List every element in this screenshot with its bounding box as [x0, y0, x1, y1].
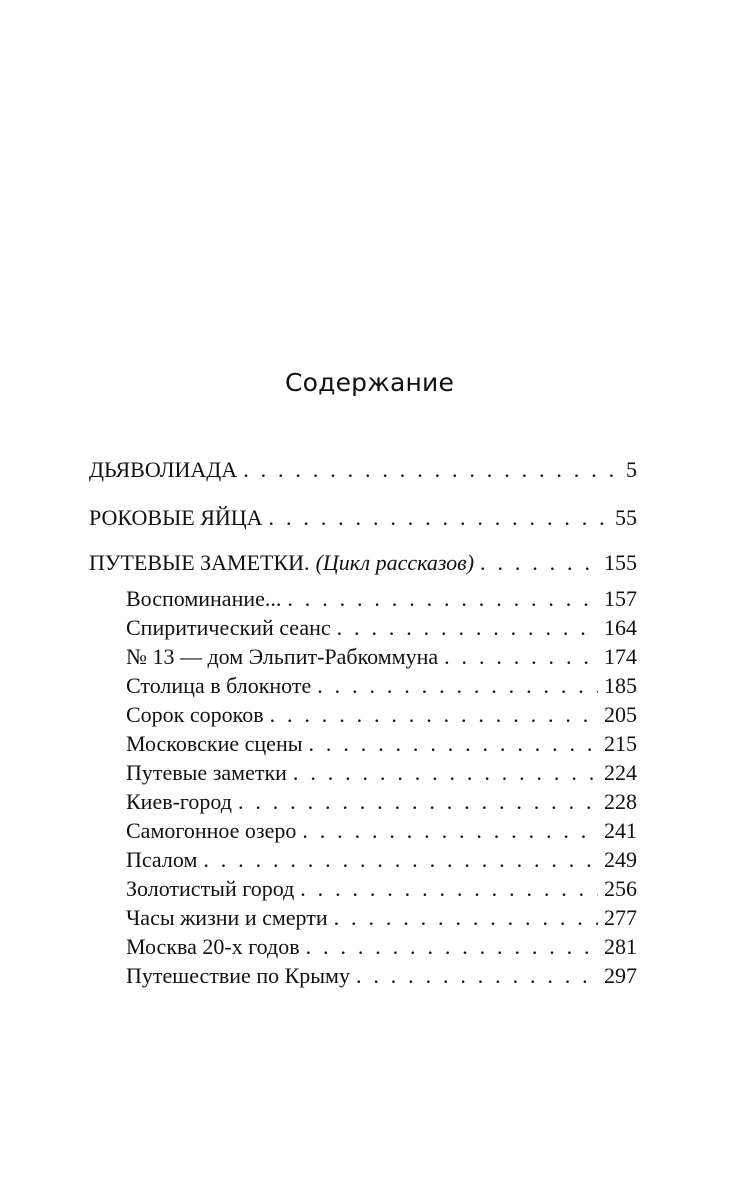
dot-leader [480, 550, 598, 576]
toc-subentry[interactable] [126, 963, 637, 989]
entry-page-number: 224 [604, 760, 637, 785]
dot-leader [444, 644, 598, 670]
entry-title: Сорок сороков [126, 702, 264, 727]
dot-leader [238, 789, 598, 815]
dot-leader [293, 760, 598, 786]
dot-leader [269, 505, 609, 531]
dot-leader [317, 673, 598, 699]
page-title: Содержание [284, 368, 455, 397]
entry-page-number: 185 [604, 673, 637, 698]
dot-leader [356, 963, 598, 989]
entry-title: ПУТЕВЫЕ ЗАМЕТКИ. [89, 550, 310, 575]
toc-subentry[interactable] [126, 934, 637, 960]
entry-title: № 13 — дом Эльпит-Рабкоммуна [126, 644, 439, 669]
entry-note: (Цикл рассказов) [315, 550, 475, 575]
entry-title: Самогонное озеро [126, 818, 297, 843]
toc-subentry[interactable] [126, 731, 637, 757]
toc-entry-dyavoliada[interactable] [89, 457, 637, 483]
dot-leader [287, 586, 598, 612]
toc-subentry[interactable] [126, 673, 637, 699]
entry-page-number: 155 [604, 550, 637, 575]
entry-title: Золотистый город [126, 876, 295, 901]
entry-page-number: 241 [604, 818, 637, 843]
entry-title: Воспоминание... [126, 586, 282, 611]
toc-subentry[interactable] [126, 586, 637, 612]
entry-title: Путевые заметки [126, 760, 287, 785]
entry-title: Московские сцены [126, 731, 303, 756]
entry-page-number: 215 [604, 731, 637, 756]
dot-leader [300, 876, 598, 902]
toc-subentry[interactable] [126, 905, 637, 931]
entry-page-number: 228 [604, 789, 637, 814]
entry-title: РОКОВЫЕ ЯЙЦА [89, 505, 263, 530]
entry-page-number: 281 [604, 934, 637, 959]
toc-entry-putevye-zametki[interactable] [89, 550, 637, 576]
entry-page-number: 205 [604, 702, 637, 727]
entry-page-number: 55 [615, 505, 637, 530]
toc-subentry[interactable] [126, 615, 637, 641]
toc-subentry[interactable] [126, 644, 637, 670]
dot-leader [309, 731, 598, 757]
entry-page-number: 249 [604, 847, 637, 872]
entry-page-number: 5 [626, 457, 637, 482]
entry-page-number: 164 [604, 615, 637, 640]
entry-page-number: 157 [604, 586, 637, 611]
entry-title: Часы жизни и смерти [126, 905, 328, 930]
toc-subentry[interactable] [126, 789, 637, 815]
toc-subentry[interactable] [126, 876, 637, 902]
toc-subentry[interactable] [126, 702, 637, 728]
entry-page-number: 297 [604, 963, 637, 988]
entry-title: Путешествие по Крыму [126, 963, 350, 988]
entry-page-number: 174 [604, 644, 637, 669]
entry-title: Псалом [126, 847, 198, 872]
dot-leader [337, 615, 598, 641]
entry-page-number: 256 [604, 876, 637, 901]
entry-title: ДЬЯВОЛИАДА [89, 457, 238, 482]
dot-leader [243, 457, 620, 483]
dot-leader [306, 934, 598, 960]
entry-title: Киев-город [126, 789, 232, 814]
toc-subentry[interactable] [126, 847, 637, 873]
entry-title: Москва 20-х годов [126, 934, 300, 959]
toc-subentry[interactable] [126, 760, 637, 786]
toc-entry-rokovye-yaytsa[interactable] [89, 505, 637, 531]
toc-subentry[interactable] [126, 818, 637, 844]
entry-page-number: 277 [604, 905, 637, 930]
dot-leader [334, 905, 598, 931]
entry-title: Столица в блокноте [126, 673, 312, 698]
dot-leader [203, 847, 598, 873]
dot-leader [270, 702, 598, 728]
entry-title: Спиритический сеанс [126, 615, 331, 640]
dot-leader [302, 818, 598, 844]
